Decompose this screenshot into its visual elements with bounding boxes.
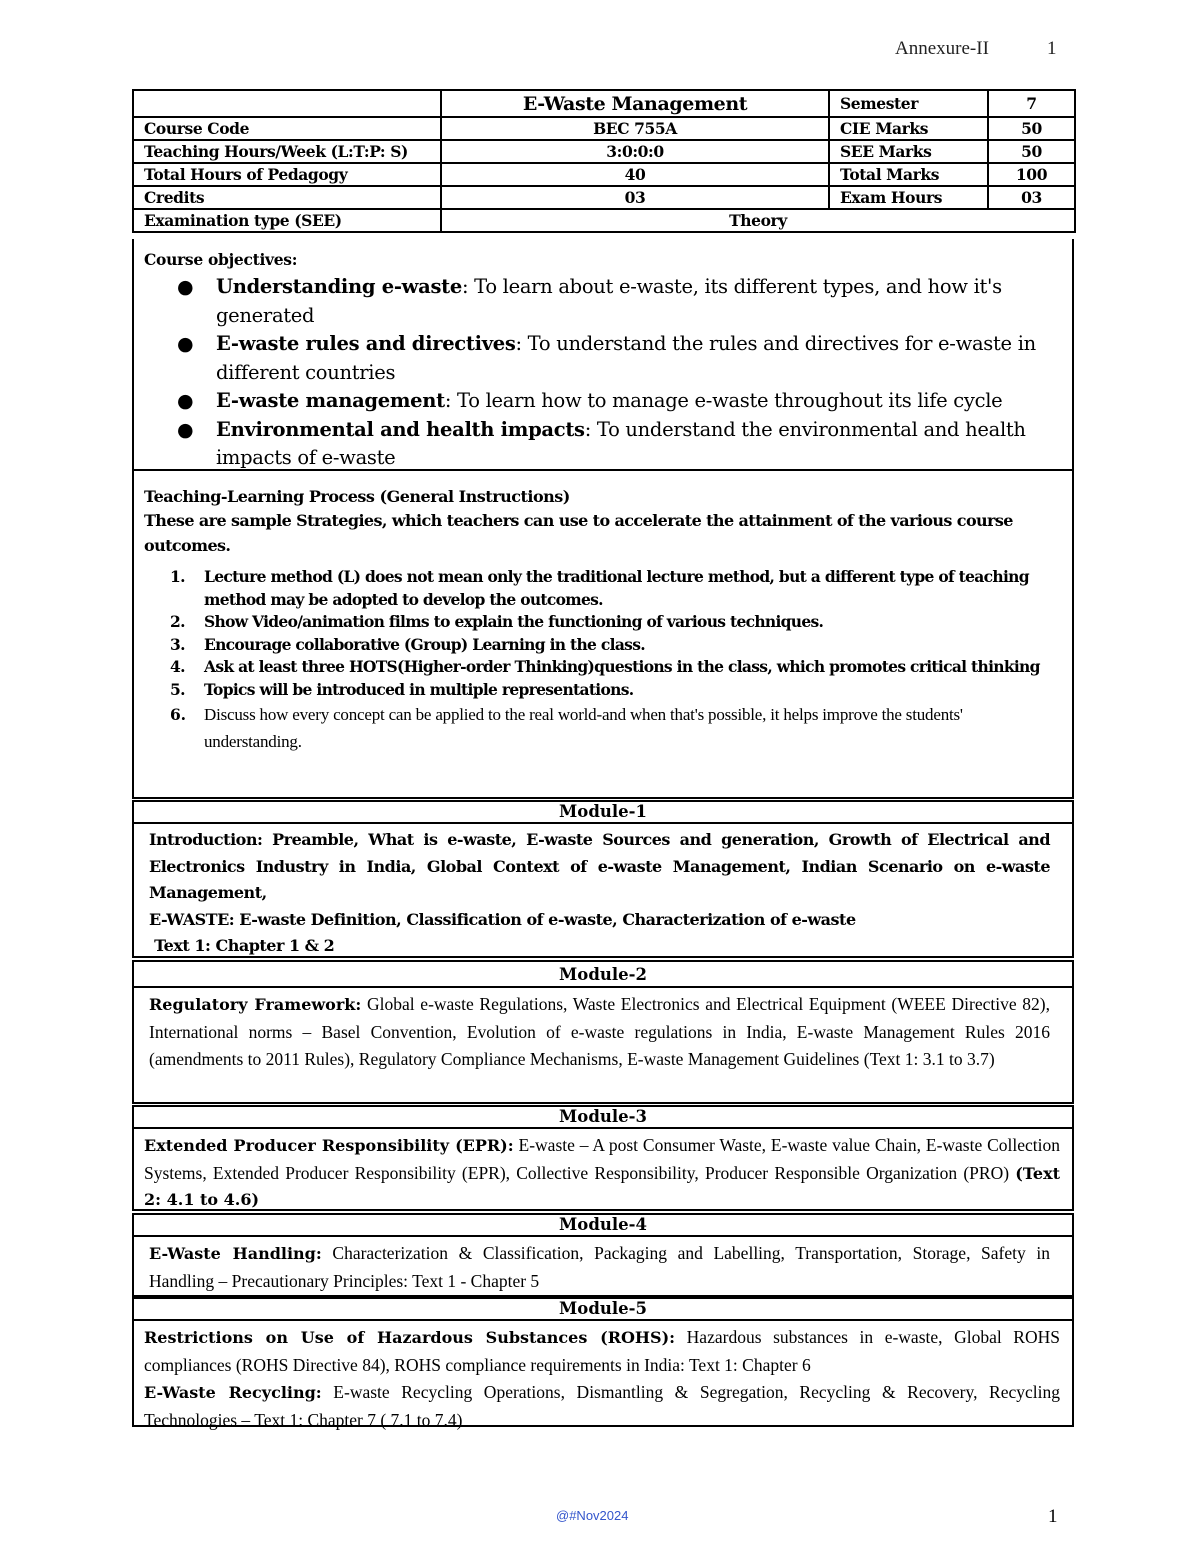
objective-item: ● Environmental and health impacts: To understand the environmental and health impacts of e-waste [177, 417, 1026, 469]
row-label: Credits [133, 186, 441, 209]
module-3-ref: (Text 2: 4.1 to 4.6) [144, 1163, 1060, 1209]
module-5-recycle-text: E-waste Recycling Operations, Dismantling & Segregation, Recycling & Recovery, Recycling Technologies – Text 1: Chapter 7 ( 7.1 to 7.4) [144, 1382, 1060, 1430]
row-value2: 50 [988, 140, 1075, 163]
teaching-item: 4. Ask at least three HOTS(Higher-order Thinking)questions in the class, which promotes critical thinking [170, 657, 1040, 676]
objective-item: ● Understanding e-waste: To learn about e-waste, its different types, and how it's generated [177, 275, 1002, 327]
footer-page-number: 1 [1048, 1506, 1058, 1527]
module-1-title: Module-1 [132, 800, 1074, 824]
row-value: BEC 755A [441, 117, 829, 140]
module-5-recycle-label: E-Waste Recycling: [144, 1383, 322, 1402]
module-2-title: Module-2 [132, 960, 1074, 988]
module-5-rohs-label: Restrictions on Use of Hazardous Substances (ROHS): [144, 1328, 676, 1347]
teaching-subheading: These are sample Strategies, which teachers can use to accelerate the attainment of the various course outcomes. [144, 511, 1013, 555]
bullet-icon: ● [177, 276, 194, 298]
module-4-body [132, 1237, 1074, 1297]
course-title: E-Waste Management [441, 90, 829, 117]
exam-type-value: Theory [441, 209, 1075, 232]
annexure-header [895, 38, 1065, 60]
teaching-learning-section [132, 471, 1074, 799]
module-4-text: Characterization & Classification, Packaging and Labelling, Transportation, Storage, Safety in Handling – Precautionary Principles: Text 1 - Chapter 5 [149, 1243, 1050, 1291]
teaching-item: 2. Show Video/animation films to explain the functioning of various techniques. [170, 612, 824, 631]
row-value: 40 [441, 163, 829, 186]
row-value2: 03 [988, 186, 1075, 209]
objective-item: ● E-waste management: To learn how to manage e-waste throughout its life cycle [216, 387, 1062, 416]
module-3-body [132, 1129, 1074, 1211]
row-label: Course Code [133, 117, 441, 140]
teaching-item: 6. Discuss how every concept can be applied to the real world-and when that's possible, it helps improve the students' understanding. [170, 705, 963, 751]
module-4-label: E-Waste Handling: [149, 1244, 322, 1263]
row-value: 3:0:0:0 [441, 140, 829, 163]
module-4-title: Module-4 [132, 1213, 1074, 1237]
row-label2: Total Marks [829, 163, 988, 186]
module-5-title: Module-5 [132, 1297, 1074, 1321]
row-value: 03 [441, 186, 829, 209]
footer-tag: @#Nov2024 [556, 1508, 629, 1523]
module-1-intro-label: Introduction: [149, 830, 263, 849]
teaching-item: 1. Lecture method (L) does not mean only the traditional lecture method, but a different type of teaching method may be adopted to develop the outcomes. [170, 567, 1029, 609]
row-value2: 100 [988, 163, 1075, 186]
teaching-item: 5. Topics will be introduced in multiple representations. [170, 679, 634, 699]
bullet-icon: ● [177, 390, 194, 412]
objectives-list [144, 273, 1062, 473]
module-1-intro-text: Preamble, What is e-waste, E-waste Sources and generation, Growth of Electrical and Electronics Industry in India, Global Context of e-waste Management, Indian Scenario on e-waste Management, [149, 830, 1050, 902]
module-1-text-ref: Text 1: Chapter 1 & 2 [154, 936, 335, 955]
module-1-ewaste-label: E-WASTE: [149, 909, 235, 929]
module-1-body [132, 824, 1074, 958]
row-label: Teaching Hours/Week (L:T:P: S) [133, 140, 441, 163]
module-3-title: Module-3 [132, 1105, 1074, 1129]
module-2-text: Global e-waste Regulations, Waste Electronics and Electrical Equipment (WEEE Directive 82), International norms – Basel Convention, Evolution of e-waste regulations in India, E-waste Management Rules 2016 (amendments to 2011 Rules), Regulatory Compliance Mechanisms, E-waste Management Guidelines (Text 1: 3.1 to 3.7) [149, 994, 1051, 1069]
course-objectives-section [132, 239, 1074, 471]
teaching-heading: Teaching-Learning Process (General Instructions) [144, 487, 570, 506]
module-2-label: Regulatory Framework: [149, 995, 362, 1014]
module-3-text: E-waste – A post Consumer Waste, E-waste value Chain, E-waste Collection Systems, Extended Producer Responsibility (EPR), Collective Responsibility, Producer Responsible Organization (PRO) [144, 1135, 1060, 1183]
annexure-label: Annexure-II [895, 38, 989, 59]
module-2-body [132, 988, 1074, 1104]
module-5-rohs-text: Hazardous substances in e-waste, Global ROHS compliances (ROHS Directive 84), ROHS compliance requirements in India: Text 1: Chapter 6 [144, 1327, 1060, 1375]
bullet-icon: ● [177, 333, 194, 355]
objective-item: ● E-waste rules and directives: To understand the rules and directives for e-waste in different countries [177, 332, 1036, 384]
teaching-item: 3. Encourage collaborative (Group) Learning in the class. [170, 634, 645, 654]
row-label2: SEE Marks [829, 140, 988, 163]
bullet-icon: ● [177, 418, 194, 441]
teaching-list [144, 566, 1062, 755]
row-label2: Exam Hours [829, 186, 988, 209]
objectives-heading: Course objectives: [144, 250, 298, 269]
semester-value: 7 [988, 90, 1075, 117]
module-3-label: Extended Producer Responsibility (EPR): [144, 1136, 514, 1155]
row-label2: CIE Marks [829, 117, 988, 140]
module-5-body [132, 1321, 1074, 1430]
row-value2: 50 [988, 117, 1075, 140]
row-label: Total Hours of Pedagogy [133, 163, 441, 186]
semester-label: Semester [829, 90, 988, 117]
header-page-number: 1 [1047, 38, 1057, 59]
exam-type-label: Examination type (SEE) [133, 209, 441, 232]
module-1-ewaste-text: E-waste Definition, Classification of e-waste, Characterization of e-waste [234, 909, 856, 929]
course-info-table [132, 89, 1076, 233]
